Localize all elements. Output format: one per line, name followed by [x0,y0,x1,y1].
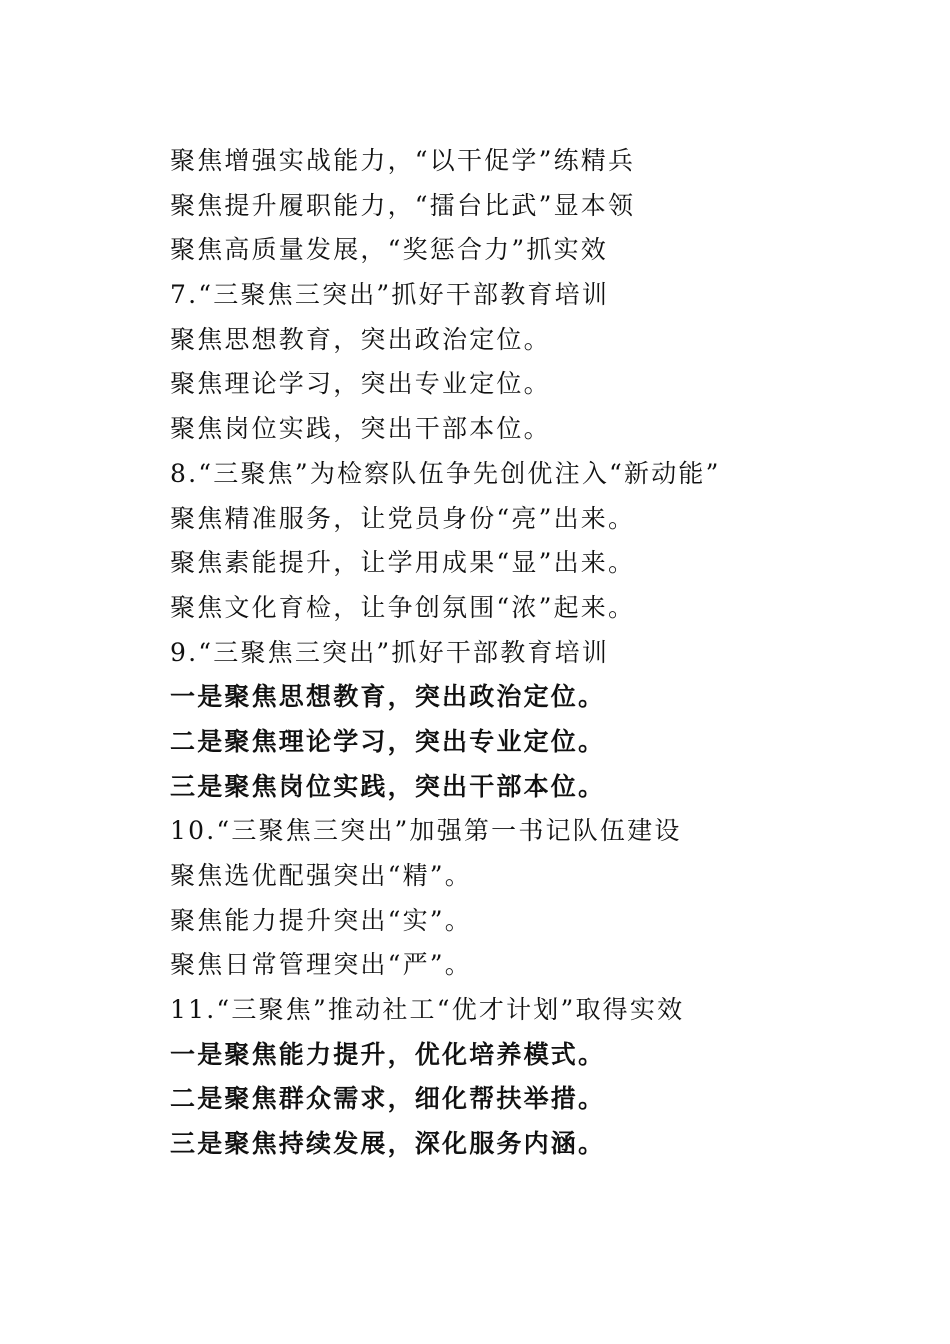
text-line: 聚焦高质量发展，“奖惩合力”抓实效 [170,235,608,265]
text-line: 聚焦精准服务，让党员身份“亮”出来。 [170,503,636,533]
text-line: 8.“三聚焦”为检察队伍争先创优注入“新动能” [170,458,721,488]
text-line: 聚焦选优配强突出“精”。 [170,861,472,890]
emphasized-text-line: 一是聚焦思想教育，突出政治定位。 [170,682,606,712]
emphasized-text-line: 二是聚焦理论学习，突出专业定位。 [170,726,606,756]
text-line: 聚焦日常管理突出“严”。 [170,950,472,980]
emphasized-text-line: 二是聚焦群众需求，细化帮扶举措。 [170,1084,606,1114]
text-line: 聚焦理论学习，突出专业定位。 [170,369,551,399]
text-line: 10.“三聚焦三突出”加强第一书记队伍建设 [170,816,682,846]
text-line: 聚焦素能提升，让学用成果“显”出来。 [170,548,636,578]
text-line: 9.“三聚焦三突出”抓好干部教育培训 [170,637,610,667]
text-line: 聚焦文化育检，让争创氛围“浓”起来。 [170,592,636,622]
emphasized-text-line: 三是聚焦岗位实践，突出干部本位。 [170,771,606,801]
text-line: 聚焦增强实战能力，“以干促学”练精兵 [170,146,636,175]
text-line: 聚焦思想教育，突出政治定位。 [170,324,551,354]
emphasized-text-line: 一是聚焦能力提升，优化培养模式。 [170,1039,606,1069]
text-line: 7.“三聚焦三突出”抓好干部教育培训 [170,280,610,310]
text-line: 聚焦岗位实践，突出干部本位。 [170,414,551,444]
document-body [170,139,890,1167]
text-line: 聚焦提升履职能力，“擂台比武”显本领 [170,190,636,220]
text-line: 11.“三聚焦”推动社工“优才计划”取得实效 [170,995,685,1025]
text-line: 聚焦能力提升突出“实”。 [170,905,472,935]
emphasized-text-line: 三是聚焦持续发展，深化服务内涵。 [170,1129,606,1159]
